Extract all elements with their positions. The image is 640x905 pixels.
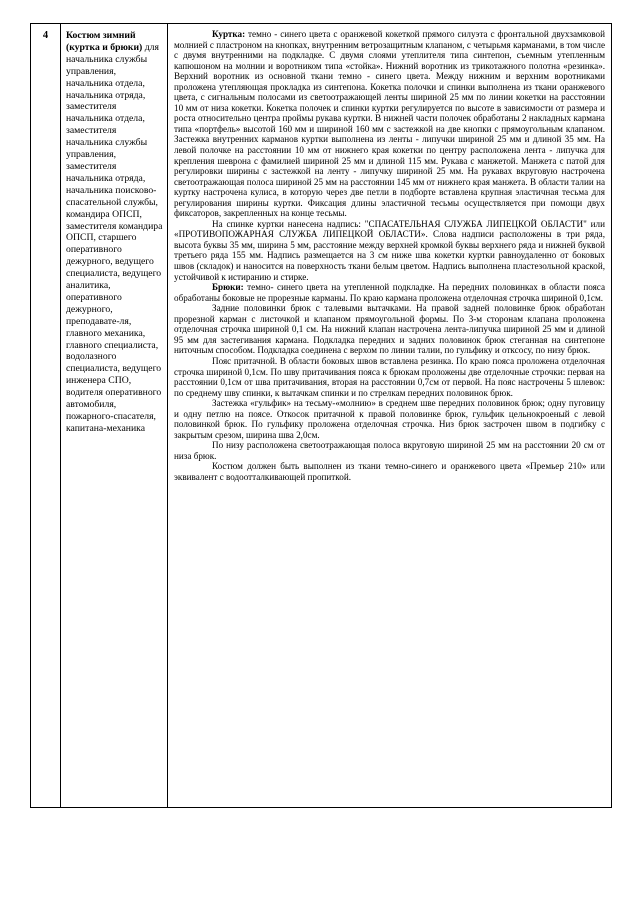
paragraph-text: Пояс притачной. В области боковых швов вставлена резинка. По краю пояса проложена отделочная строчка шириной 0,1см. По шву притачивания пояса к брюкам проложены две отделочные строчки: первая на расстоянии 0,1см от шва притачивания, вторая на расстоянии 0,7см от первой. На пояс настрочены 5 шлевок: по среднему шву спинки, к вытачкам спинки и по стрелкам передних половинок брюк. bbox=[174, 355, 605, 398]
item-title: Костюм зимний (куртка и брюки) bbox=[66, 30, 143, 53]
paragraph-jacket bbox=[174, 29, 605, 219]
item-positions: для начальника службы управления, начальника отдела, начальника отряда, заместителя начальника отдела, заместителя начальника службы управления, заместителя начальника отряда, начальника поисково-спасательной службы, командира ОПСП, заместителя командира ОПСП, старшего оперативного дежурного, ведущего специалиста, ведущего аналитика, оперативного дежурного, преподавате-ля, главного механика, главного специалиста, водолазного специалиста, ведущего инженера СПО, водителя оперативного автомобиля, пожарного-спасателя, капитана-механика bbox=[66, 41, 163, 434]
number-cell bbox=[31, 24, 61, 807]
paragraph-lead: Брюки: bbox=[212, 282, 244, 293]
paragraph-trousers bbox=[174, 282, 605, 303]
description-cell bbox=[168, 24, 611, 807]
paragraph-lead: Куртка: bbox=[212, 29, 246, 39]
row-number: 4 bbox=[42, 30, 49, 41]
paragraph-text: темно- синего цвета на утепленной подкладке. На передних половинках в области пояса обработаны боковые не прорезные карманы. По краю кармана проложена отделочная строчка шириной 0,1см. bbox=[174, 282, 605, 303]
paragraph-text: Задние половинки брюк с талевыми вытачками. На правой задней половинке брюк обработан прорезной карман с листочкой и клапаном прямоугольной формы. По 3-м сторонам клапана проложена отделочная строчка шириной 0,1 см. На нижний клапан настрочена лента-липучка шириной 25 мм и длиной 95 мм для застегивания кармана. Подкладка передних и задних половинок брюк стеганная на синтепоне ниточным способом. Подкладка соединена с верхом по линии талии, по гульфику и отксосу, по низу брюк. bbox=[174, 303, 605, 356]
paragraph-fastener bbox=[174, 398, 605, 440]
paragraph-belt bbox=[174, 356, 605, 398]
item-name-cell bbox=[61, 24, 168, 807]
item-name bbox=[61, 24, 167, 435]
description bbox=[168, 24, 611, 483]
paragraph-text: На спинке куртки нанесена надпись: "СПАСАТЕЛЬНАЯ СЛУЖБА ЛИПЕЦКОЙ ОБЛАСТИ" или «ПРОТИВОПОЖАРНАЯ СЛУЖБА ЛИПЕЦКОЙ ОБЛАСТИ». Слова надписи расположены в три ряда, высота буквы 35 мм, ширина 5 мм, расстояние между верхней кромкой буквы верхнего ряда и нижней буквой третьего ряда 155 мм. Надпись размещается на 3 см ниже шва кокетки куртки равноудаленно от боковых швов (складок) и наносится на поверхность ткани белым цветом. Надпись выполнена пластезольной краской, устойчивой к истиранию и стирке. bbox=[174, 218, 605, 282]
paragraph-text: Застежка «гульфик» на тесьму-«молнию» в среднем шве передних половинок брюк; одну пуговицу и одну петлю на поясе. Откосок притачной к правой половинке брюк, гульфик цельнокроеный с левой половинкой брюк. По гульфику проложена отделочная строчка. Низ брюк застрочен швом в подгибку с закрытым срезом, ширина шва 2,0см. bbox=[174, 398, 605, 440]
paragraph-text: темно - синего цвета с оранжевой кокеткой прямого силуэта с фронтальной двухзамковой молнией с пластроном на кнопках, внутренним ветрозащитным клапаном, с четырьмя карманами, в том числе с двумя внутренними на подкладке. С двумя слоями утеплителя типа синтепон, съемным утепленным капюшоном на молнии и воротником типа «стойка». Нижний воротник из трикотажного полотна «резинка». Верхний воротник из основной ткани темно - синего цвета. Между нижним и верхним воротниками проложена утепляющая прокладка из синтепона. Кокетка полочки и спинки выполнена из ткани оранжевого цвета, с сигнальным полосами из светоотражающей ленты шириной 25 мм по линии кокетки на расстоянии 10 мм от низа кокетки. Кокетка полочек и спинки куртки регулируется по высоте в зависимости от размера и роста относительно центра проймы рукава куртки. В нижней части полочек обработаны 2 накладных кармана типа «портфель» высотой 160 мм и шириной 160 мм с застежкой на две кнопки с прямоугольным клапаном. Застежка внутренних карманов куртки выполнена из ленты - липучки шириной 25 мм и длиной 35 мм. На левой полочке на расстоянии 10 мм от нижнего края кокетки по центру расположена лента - липучка для крепления шеврона с фамилией шириной 25 мм и длиной 115 мм. Рукава с манжетой. Манжета с патой для регулировки ширины с застежкой на ленту - липучку шириной 25 мм. На рукавах вкруговую настрочена светоотражающая полоса шириной 25 мм на расстоянии 145 мм от нижнего края манжета. В области талии на куртку настрочена кулиса, в которую через две петли в подборте вставлена крупная эластичная тесьма для регулирования ширины куртки. Фиксация длины эластичной тесьмы осуществляется при помощи двух фиксаторов, закрепленных на конце тесьмы. bbox=[174, 29, 605, 219]
paragraph-text: По низу расположена светоотражающая полоса вкруговую шириной 25 мм на расстоянии 20 см от низа брюк. bbox=[174, 440, 605, 461]
spec-table bbox=[30, 23, 612, 808]
paragraph-back-halves bbox=[174, 303, 605, 356]
paragraph-reflective bbox=[174, 440, 605, 461]
paragraph-fabric bbox=[174, 461, 605, 482]
paragraph-inscription bbox=[174, 219, 605, 282]
paragraph-text: Костюм должен быть выполнен из ткани темно-синего и оранжевого цвета «Премьер 210» или эквивалент с водоотталкивающей пропиткой. bbox=[174, 461, 605, 482]
